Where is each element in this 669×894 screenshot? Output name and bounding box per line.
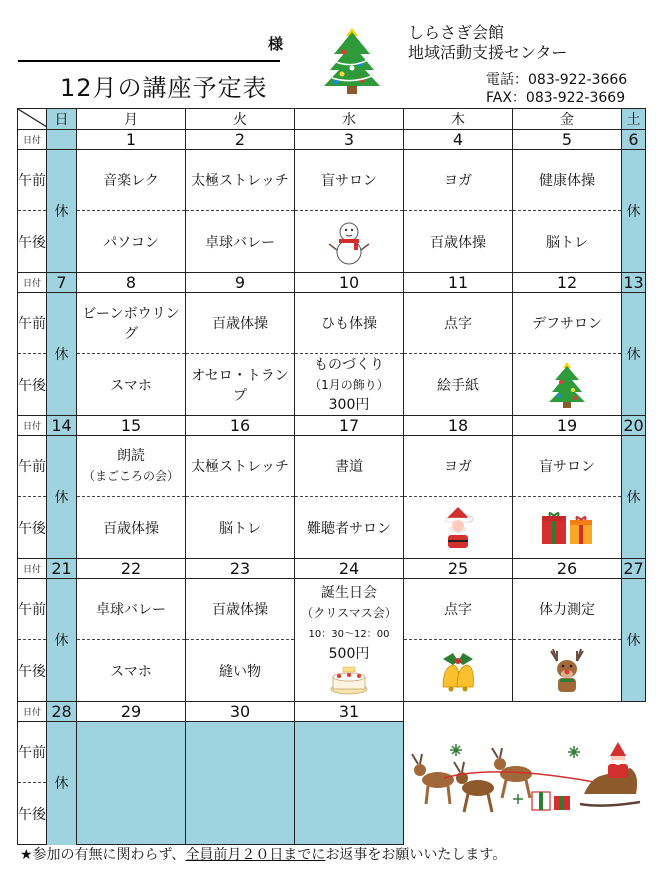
date-cell: 4 <box>404 130 513 150</box>
date-cell: 28 <box>47 702 77 722</box>
activity-cell: 百歳体操 <box>404 211 513 273</box>
activity-cell: 卓球バレー <box>77 579 186 640</box>
date-cell: 19 <box>513 416 622 436</box>
date-cell: 23 <box>186 559 295 579</box>
activity-subtitle: （まごころの会） <box>82 469 179 483</box>
birthday-cake-icon <box>329 665 369 695</box>
date-cell: 30 <box>186 702 295 722</box>
activity-cell: 百歳体操 <box>186 579 295 640</box>
footer-note <box>20 844 506 864</box>
org-name: しらさぎ会館 <box>408 23 505 42</box>
activity-cell: スマホ <box>77 640 186 702</box>
closed-sunday: 休 <box>47 579 77 702</box>
activity-cell: 脳トレ <box>186 497 295 559</box>
pm-label: 午後 <box>18 211 47 273</box>
date-cell: 21 <box>47 559 77 579</box>
fax-number: FAX：083-922-3669 <box>486 90 626 106</box>
gift-boxes-icon <box>532 792 570 810</box>
am-label: 午前 <box>18 293 47 354</box>
date-label: 日付 <box>18 416 47 436</box>
footer-suffix: お返事をお願いいたします。 <box>325 847 507 863</box>
name-underline <box>18 60 280 62</box>
date-cell: 20 <box>623 416 644 435</box>
weekday-thu: 木 <box>404 109 513 130</box>
activity-cell: 音楽レク <box>77 150 186 211</box>
date-cell: 9 <box>186 273 295 293</box>
activity-cell: 盲サロン <box>513 436 622 497</box>
activity-price: 300円 <box>328 396 370 413</box>
activity-cell: ひも体操 <box>295 293 404 354</box>
date-cell: 1 <box>77 130 186 150</box>
phone-number: 電話：083-922-3666 <box>486 72 628 88</box>
closed-saturday: 休 <box>622 293 646 416</box>
empty-cell <box>186 722 295 845</box>
activity-title: ものづくり <box>314 356 384 373</box>
activity-price: 500円 <box>328 646 370 662</box>
santa-sleigh-icon <box>580 742 640 806</box>
page-title: 12月の講座予定表 <box>60 74 268 102</box>
activity-cell: 縫い物 <box>186 640 295 702</box>
activity-cell: 点字 <box>404 293 513 354</box>
date-cell: 12 <box>513 273 622 293</box>
activity-title: 朗読 <box>117 448 145 464</box>
activity-cell <box>513 354 622 416</box>
closed-sunday: 休 <box>47 293 77 416</box>
am-label: 午前 <box>18 722 47 783</box>
closed-saturday: 休 <box>622 150 646 273</box>
footer-prefix: ★参加の有無に関わらず、 <box>20 847 186 863</box>
activity-cell: 百歳体操 <box>186 293 295 354</box>
date-cell: 10 <box>295 273 404 293</box>
date-cell: 17 <box>295 416 404 436</box>
activity-cell: 盲サロン <box>295 150 404 211</box>
date-cell: 26 <box>513 559 622 579</box>
empty-cell <box>77 722 186 845</box>
date-cell: 22 <box>77 559 186 579</box>
activity-cell: 難聴者サロン <box>295 497 404 559</box>
org-subname: 地域活動支援センター <box>408 43 568 62</box>
date-cell: 25 <box>404 559 513 579</box>
weekday-wed: 水 <box>295 109 404 130</box>
corner-cell <box>18 109 47 130</box>
am-label: 午前 <box>18 579 47 640</box>
pm-label: 午後 <box>18 354 47 416</box>
date-cell: 29 <box>77 702 186 722</box>
activity-cell: 書道 <box>295 436 404 497</box>
closed-saturday: 休 <box>622 579 646 702</box>
activity-cell <box>295 354 404 416</box>
weekday-sat: 土 <box>622 109 646 130</box>
date-cell: 14 <box>47 416 77 436</box>
activity-cell: パソコン <box>77 211 186 273</box>
am-label: 午前 <box>18 150 47 211</box>
date-cell: 18 <box>404 416 513 436</box>
activity-cell: 太極ストレッチ <box>186 150 295 211</box>
recipient-sama: 様 <box>268 35 284 53</box>
weekday-fri: 金 <box>513 109 622 130</box>
pm-label: 午後 <box>18 640 47 702</box>
activity-cell: 脳トレ <box>513 211 622 273</box>
date-cell: 6 <box>622 130 646 150</box>
date-cell: 2 <box>186 130 295 150</box>
activity-cell: デフサロン <box>513 293 622 354</box>
date-label: 日付 <box>18 702 47 722</box>
closed-sunday: 休 <box>47 150 77 273</box>
date-cell: 15 <box>77 416 186 436</box>
date-cell: 13 <box>623 273 644 292</box>
activity-cell: オセロ・トランプ <box>186 354 295 416</box>
activity-title: 誕生日会 <box>321 585 377 601</box>
date-cell: 16 <box>186 416 295 436</box>
closed-sunday: 休 <box>47 722 77 845</box>
date-cell: 8 <box>77 273 186 293</box>
date-cell: 3 <box>295 130 404 150</box>
activity-cell <box>513 497 622 559</box>
activity-cell: スマホ <box>77 354 186 416</box>
empty-cell <box>295 722 404 845</box>
activity-cell: 健康体操 <box>513 150 622 211</box>
activity-cell: 絵手紙 <box>404 354 513 416</box>
date-cell: 7 <box>47 273 77 293</box>
activity-cell: 卓球バレー <box>186 211 295 273</box>
activity-cell <box>404 497 513 559</box>
weekday-sun: 日 <box>47 109 77 130</box>
activity-cell: 点字 <box>404 579 513 640</box>
activity-cell: ビーンボウリング <box>77 293 186 354</box>
footer-deadline: 全員前月２０日までに <box>185 847 326 863</box>
pm-label: 午後 <box>18 497 47 559</box>
activity-cell: ヨガ <box>404 150 513 211</box>
date-cell: 24 <box>295 559 404 579</box>
activity-cell <box>513 640 622 702</box>
activity-cell: 太極ストレッチ <box>186 436 295 497</box>
date-cell: 27 <box>623 559 644 578</box>
snowman-icon <box>327 218 371 266</box>
activity-time: 10：30～12：00 <box>308 629 390 640</box>
activity-cell: 百歳体操 <box>77 497 186 559</box>
christmas-tree-icon <box>322 22 382 96</box>
date-cell: 5 <box>513 130 622 150</box>
reindeer-icon <box>547 647 587 695</box>
date-cell: 31 <box>295 702 404 722</box>
santa-sleigh-illustration <box>404 724 644 832</box>
weekday-mon: 月 <box>77 109 186 130</box>
activity-cell <box>77 436 186 497</box>
pm-label: 午後 <box>18 783 47 845</box>
activity-cell <box>404 640 513 702</box>
christmas-bells-icon <box>433 649 483 693</box>
activity-subtitle: （クリスマス会） <box>301 606 397 620</box>
santa-icon <box>440 505 476 551</box>
closed-saturday: 休 <box>622 436 646 559</box>
date-cell <box>47 130 77 150</box>
weekday-tue: 火 <box>186 109 295 130</box>
activity-subtitle: （1月の飾り） <box>309 377 389 392</box>
date-label: 日付 <box>18 273 47 293</box>
activity-cell <box>295 211 404 273</box>
am-label: 午前 <box>18 436 47 497</box>
closed-sunday: 休 <box>47 436 77 559</box>
activity-cell: ヨガ <box>404 436 513 497</box>
gift-boxes-icon <box>540 510 594 546</box>
date-cell: 11 <box>404 273 513 293</box>
christmas-tree-icon <box>547 360 587 410</box>
date-label: 日付 <box>18 130 47 150</box>
activity-cell: 体力測定 <box>513 579 622 640</box>
birthday-party-cell <box>295 579 404 702</box>
date-label: 日付 <box>18 559 47 579</box>
